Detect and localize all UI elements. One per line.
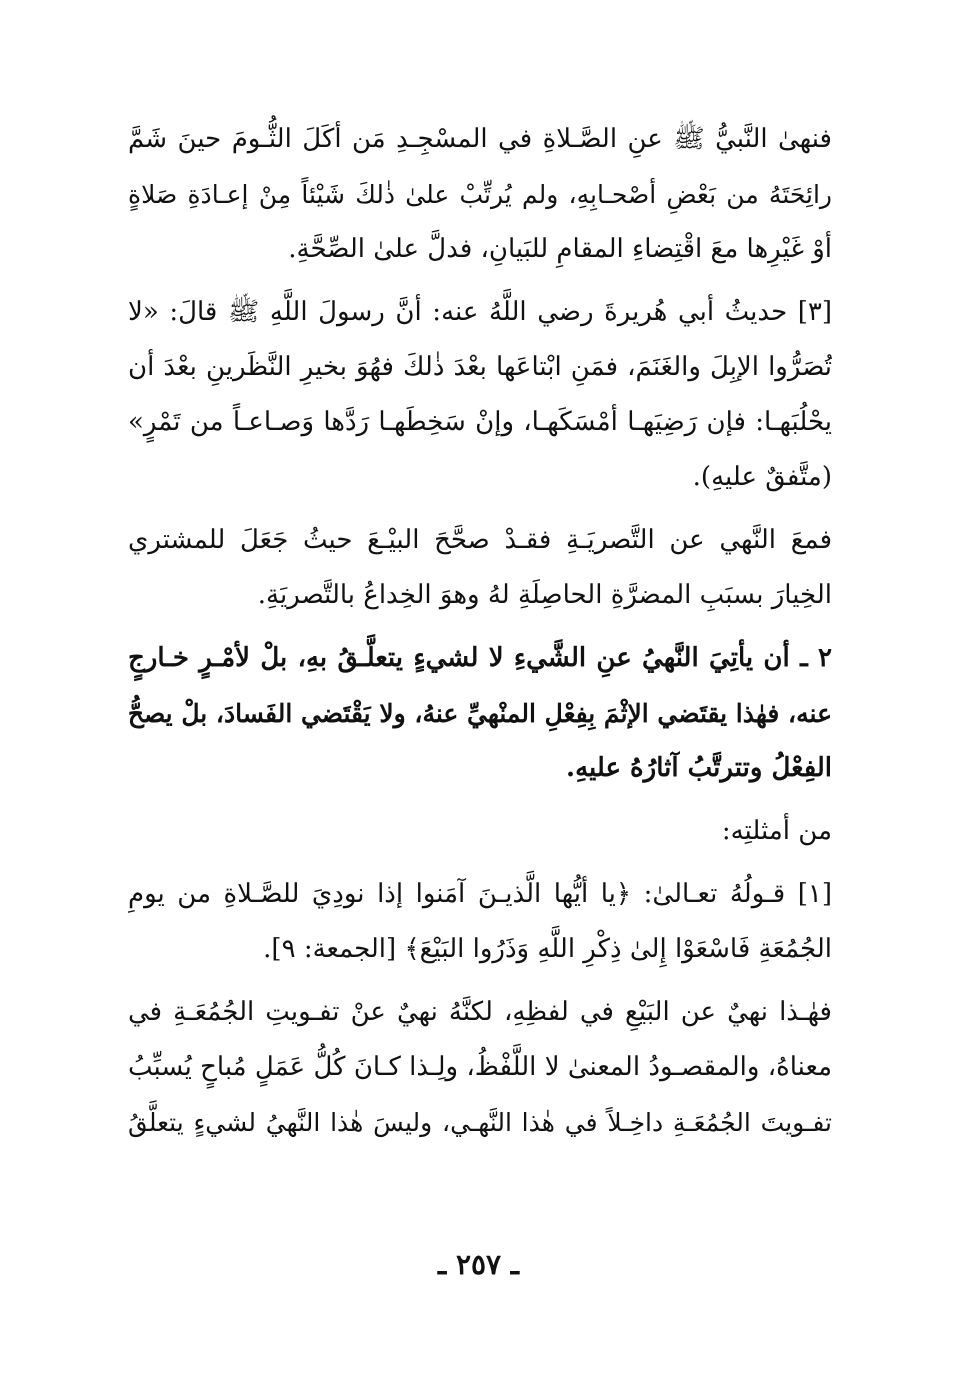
- text-line: معناهُ، والمقصـودُ المعنىٰ لا اللَّفْظُ، ولِـذا كـانَ كُلُّ عَمَلٍ مُباحٍ يُسبِّبُ: [128, 1052, 832, 1082]
- text-line: [١] قـولُهُ تعـالىٰ: ﴿يا أيُّها الَّذيـنَ آمَنوا إذا نودِيَ للصَّـلاةِ من يومِ: [128, 879, 832, 909]
- text-line: عنه، فهٰذا يقتَضي الإثْمَ بِفِعْلِ المنْهيِّ عنهُ، ولا يَقْتَضي الفَسادَ، بلْ يصحُّ: [128, 699, 832, 728]
- paragraph-7: [128, 985, 832, 1150]
- text-line: الخِيارَ بسبَبِ المضرَّةِ الحاصِلَةِ لهُ وهوَ الخِداعُ بالتَّصريَةِ.: [257, 580, 832, 610]
- text-line: تفـويتَ الجُمُعَـةِ داخِـلاً في هٰذا النَّهـي، وليسَ هٰذا النَّهيُ لشيءٍ يتعلَّقُ: [128, 1108, 832, 1137]
- paragraph-6: [128, 867, 832, 977]
- text-line: ٢ ـ أن يأتِيَ النَّهيُ عنِ الشَّيءِ لا لشيءٍ يتعلَّـقُ بهِ، بلْ لأمْـرٍ خـارجٍ: [128, 643, 832, 673]
- text-line: تُصَرُّوا الإبِلَ والغَنَمَ، فمَنِ ابْتاعَها بعْدَ ذٰلكَ فهُوَ بخيرِ النَّظَرينِ بعْدَ أن: [128, 352, 832, 382]
- text-line: رائِحَتَهُ من بَعْضِ أصْحـابِهِ، ولم يُرتِّبْ علىٰ ذٰلكَ شَيْئاً مِنْ إعـادَةِ صَلاةٍ: [128, 180, 832, 209]
- text-line: فنهىٰ النَّبيُّ ﷺ عنِ الصَّـلاةِ في المسْجِـدِ مَن أكَلَ الثُّـومَ حينَ شَمَّ: [128, 124, 832, 154]
- page-body: [128, 112, 832, 1272]
- text-line: الجُمُعَةِ فَاسْعَوْا إِلىٰ ذِكْرِ اللَّهِ وَذَرُوا البَيْعَ﴾ [الجمعة: ٩].: [263, 934, 832, 964]
- paragraph-2: [128, 285, 832, 505]
- paragraph-3: [128, 513, 832, 623]
- text-line: أوْ غَيْرِها معَ اقْتِضاءِ المقامِ للبَيانِ، فدلَّ علىٰ الصِّحَّةِ.: [288, 234, 832, 264]
- page-number: ـ ٢٥٧ ـ: [437, 1248, 520, 1281]
- text-line: فمعَ النَّهي عن التَّصريَـةِ فقـدْ صحَّحَ البيْـعَ حيثُ جَعَلَ للمشتري: [128, 525, 832, 555]
- paragraph-4: [128, 631, 832, 796]
- paragraph-5: [128, 804, 832, 859]
- text-line: من أمثلتِه:: [721, 816, 832, 846]
- text-line: يحْلُبَهـا: فإن رَضِيَهـا أمْسَكَهـا، وإنْ سَخِطَهـا رَدَّها وَصـاعـاً من تَمْرٍ»: [128, 407, 832, 437]
- text-line: فهٰـذا نهيٌ عن البَيْعِ في لفظِهِ، لكنَّهُ نهيٌ عنْ تفـويتِ الجُمُعَـةِ في: [128, 997, 832, 1027]
- text-line: الفِعْلُ وتترتَّبُ آثارُهُ عليهِ.: [566, 753, 832, 783]
- text-line: [٣] حديثُ أبي هُريرةَ رضي اللَّهُ عنه: أنَّ رسولَ اللَّهِ ﷺ قالَ: «لا: [128, 297, 832, 327]
- text-line: (متَّفقٌ عليهِ).: [692, 462, 832, 492]
- paragraph-1: [128, 112, 832, 277]
